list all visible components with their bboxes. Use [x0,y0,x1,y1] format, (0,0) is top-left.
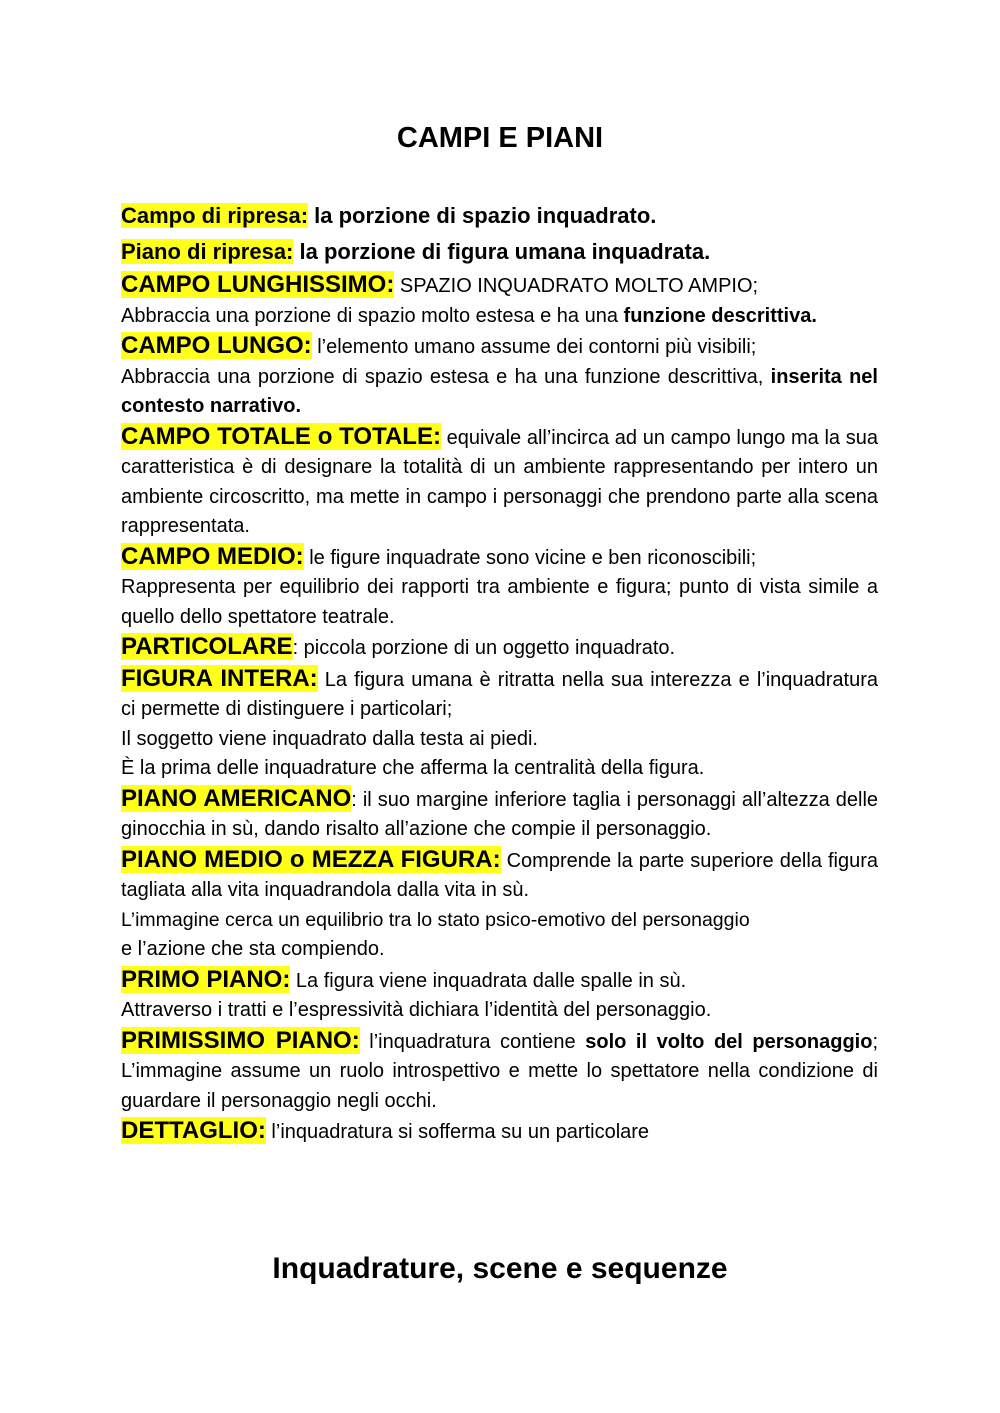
definition-text: Abbraccia una porzione di spazio estesa e ha una funzione descrittiva, [121,365,771,388]
entry-campo-lungo [121,331,878,422]
definition-text: l’inquadratura contiene [359,1030,586,1053]
definition-text: l’inquadratura si sofferma su un particolare [265,1121,650,1143]
entry-campo-di-ripresa [121,198,878,234]
definition-text: Comprende la parte superiore della figura tagliata alla vita inquadrandola dalla vita in sù. [121,849,878,901]
definition-text: SPAZIO INQUADRATO MOLTO AMPIO; [394,275,759,297]
term-highlight: PARTICOLARE [121,633,293,660]
term-highlight: PRIMO PIANO: [121,965,291,993]
definition-text: La figura umana è ritratta nella sua interezza e l’inquadratura ci permette di distinguere i particolari; [121,668,879,720]
term-highlight: PIANO AMERICANO [121,784,352,812]
entry-figura-intera [121,664,878,784]
entry-primissimo-piano [121,1026,878,1117]
definition-text: le figure inquadrate sono vicine e ben riconoscibili; [303,546,757,569]
entry-campo-totale [121,422,878,542]
definition-text: Rappresenta per equilibrio dei rapporti tra ambiente e figura; punto di vista simile a quello dello spettatore teatrale. [121,576,878,628]
entry-campo-medio [121,542,878,633]
definition-text: Attraverso i tratti e l’espressività dichiara l’identità del personaggio. [121,999,712,1021]
definition-bold: inserita nel contesto narrativo. [121,365,878,417]
definition-text: È la prima delle inquadrature che afferma la centralità della figura. [121,757,705,779]
definition-text: equivale all’incirca ad un campo lungo ma la sua caratteristica è di designare la totalità di un ambiente rappresentando per intero un ambiente circoscritto, ma mette in campo i personaggi che prendono parte alla scena rappresentata. [121,426,878,537]
definition-text: la porzione di figura umana inquadrata. [293,239,711,264]
definition-text: ; L’immagine assume un ruolo introspettivo e mette lo spettatore nella condizione di guardare il personaggio negli occhi. [121,1030,878,1112]
definition-text: : piccola porzione di un oggetto inquadrato. [292,637,676,659]
term-highlight: PIANO MEDIO o MEZZA FIGURA: [121,845,501,873]
entry-dettaglio [121,1116,878,1148]
term-highlight: PRIMISSIMO PIANO: [121,1026,360,1054]
entry-campo-lunghissimo [121,270,878,331]
term-highlight: CAMPO TOTALE o TOTALE: [121,422,441,450]
term-highlight: DETTAGLIO: [121,1117,266,1144]
term-highlight: CAMPO LUNGO: [121,332,312,359]
definition-text: La figura viene inquadrata dalle spalle in sù. [290,969,687,992]
page-title: CAMPI E PIANI [396,122,604,154]
term-highlight: Piano di ripresa: [121,239,294,264]
definition-text: L’immagine cerca un equilibrio tra lo stato psico-emotivo del personaggio [121,908,750,931]
entry-particolare [121,632,878,664]
term-highlight: FIGURA INTERA: [121,664,318,692]
definition-text: : il suo margine inferiore taglia i personaggi all’altezza delle ginocchia in sù, dando risalto all’azione che compie il personaggio. [121,788,879,840]
definition-text: e l’azione che sta compiendo. [121,938,385,960]
definition-text: Abbraccia una porzione di spazio molto estesa e ha una [121,304,624,327]
term-highlight: CAMPO MEDIO: [121,542,304,570]
definition-bold: funzione descrittiva. [623,304,817,327]
section-title: Inquadrature, scene e sequenze [272,1252,728,1285]
term-highlight: CAMPO LUNGHISSIMO: [121,271,395,298]
definition-text: l’elemento umano assume dei contorni più visibili; [311,336,757,358]
term-highlight: Campo di ripresa: [121,203,309,228]
entry-piano-americano [121,784,878,845]
entry-piano-di-ripresa [121,234,878,270]
entry-piano-medio [121,845,878,965]
definition-text: la porzione di spazio inquadrato. [308,203,657,228]
definition-bold: solo il volto del personaggio [585,1030,873,1053]
definition-text: Il soggetto viene inquadrato dalla testa ai piedi. [121,727,538,750]
document-body [121,198,878,1148]
entry-primo-piano [121,965,878,1026]
